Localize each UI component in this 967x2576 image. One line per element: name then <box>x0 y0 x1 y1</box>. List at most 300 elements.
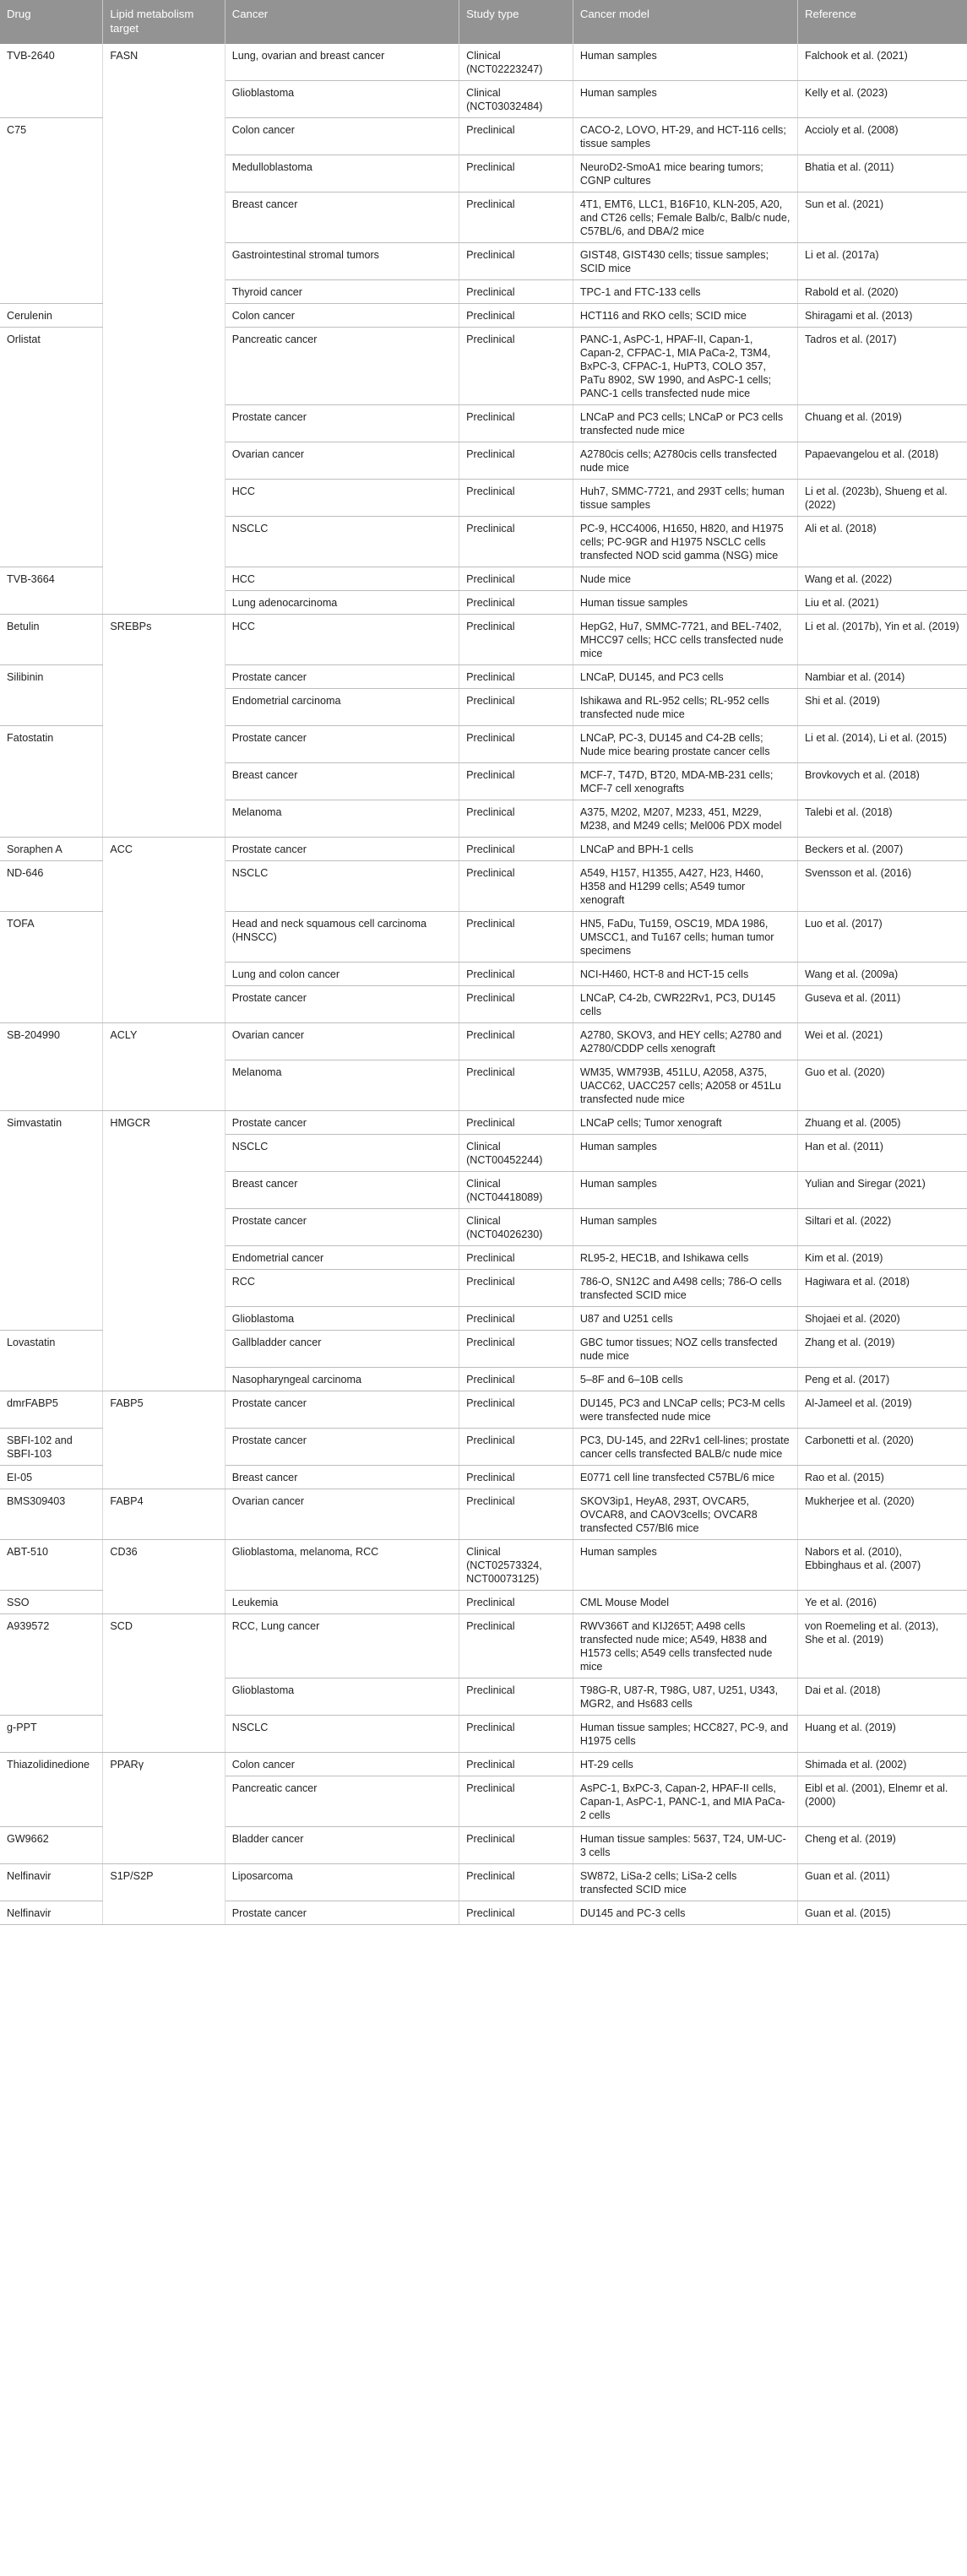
cell-drug <box>0 517 103 567</box>
cell-cancer-model: Huh7, SMMC-7721, and 293T cells; human tissue samples <box>573 480 797 517</box>
cell-study-type: Preclinical <box>459 193 573 243</box>
cell-drug <box>0 986 103 1023</box>
cell-cancer: Glioblastoma <box>225 1307 459 1331</box>
cell-target <box>103 480 225 517</box>
table-row <box>0 591 967 615</box>
table-row <box>0 1209 967 1246</box>
cell-study-type: Preclinical <box>459 405 573 442</box>
cell-target: SREBPs <box>103 615 225 665</box>
cell-cancer: Prostate cancer <box>225 1901 459 1925</box>
cell-reference: Zhuang et al. (2005) <box>798 1111 967 1135</box>
cell-drug <box>0 763 103 800</box>
cell-cancer-model: U87 and U251 cells <box>573 1307 797 1331</box>
cell-study-type: Preclinical <box>459 1023 573 1060</box>
cell-cancer: HCC <box>225 567 459 591</box>
cell-target <box>103 1172 225 1209</box>
cell-drug: A939572 <box>0 1614 103 1678</box>
cell-drug: TVB-2640 <box>0 44 103 81</box>
cell-study-type: Preclinical <box>459 517 573 567</box>
header-drug: Drug <box>0 0 103 44</box>
cell-cancer-model: E0771 cell line transfected C57BL/6 mice <box>573 1466 797 1489</box>
table-row <box>0 689 967 726</box>
cell-study-type: Preclinical <box>459 838 573 861</box>
cell-cancer-model: Ishikawa and RL-952 cells; RL-952 cells transfected nude mice <box>573 689 797 726</box>
table-row <box>0 1591 967 1614</box>
cell-reference: Sun et al. (2021) <box>798 193 967 243</box>
table-row <box>0 328 967 405</box>
cell-cancer-model: HCT116 and RKO cells; SCID mice <box>573 304 797 328</box>
cell-drug <box>0 1678 103 1716</box>
cell-cancer-model: Human samples <box>573 1209 797 1246</box>
table-row <box>0 44 967 81</box>
table-header <box>0 0 967 44</box>
cell-drug: Simvastatin <box>0 1111 103 1135</box>
table-row <box>0 1368 967 1391</box>
cell-reference: Rabold et al. (2020) <box>798 280 967 304</box>
table-row <box>0 1135 967 1172</box>
table-row <box>0 800 967 838</box>
cell-drug <box>0 591 103 615</box>
cell-cancer-model: RL95-2, HEC1B, and Ishikawa cells <box>573 1246 797 1270</box>
cell-cancer: Head and neck squamous cell carcinoma (HNSCC) <box>225 912 459 963</box>
header-reference: Reference <box>798 0 967 44</box>
cell-target: ACC <box>103 838 225 861</box>
cell-cancer-model: Nude mice <box>573 567 797 591</box>
cell-drug: SBFI-102 and SBFI-103 <box>0 1429 103 1466</box>
cell-study-type: Preclinical <box>459 1331 573 1368</box>
cell-reference: Dai et al. (2018) <box>798 1678 967 1716</box>
table-row <box>0 1023 967 1060</box>
cell-drug: Orlistat <box>0 328 103 405</box>
cell-cancer-model: DU145, PC3 and LNCaP cells; PC3-M cells were transfected nude mice <box>573 1391 797 1429</box>
cell-cancer: Leukemia <box>225 1591 459 1614</box>
table-row <box>0 1111 967 1135</box>
cell-drug: Thiazolidinedione <box>0 1753 103 1776</box>
cell-cancer: Gallbladder cancer <box>225 1331 459 1368</box>
cell-drug <box>0 1135 103 1172</box>
cell-study-type: Preclinical <box>459 1270 573 1307</box>
cell-drug <box>0 243 103 280</box>
cell-target: FASN <box>103 44 225 81</box>
table-row <box>0 1864 967 1901</box>
cell-cancer: Ovarian cancer <box>225 1489 459 1540</box>
table-row <box>0 304 967 328</box>
cell-target: CD36 <box>103 1540 225 1591</box>
cell-reference: Brovkovych et al. (2018) <box>798 763 967 800</box>
cell-cancer: HCC <box>225 480 459 517</box>
cell-cancer: Prostate cancer <box>225 1111 459 1135</box>
cell-drug: dmrFABP5 <box>0 1391 103 1429</box>
cell-target <box>103 689 225 726</box>
cell-target <box>103 726 225 763</box>
cell-study-type: Preclinical <box>459 1307 573 1331</box>
cell-study-type: Preclinical <box>459 480 573 517</box>
table-row <box>0 442 967 480</box>
cell-reference: Eibl et al. (2001), Elnemr et al. (2000) <box>798 1776 967 1827</box>
cell-reference: Guseva et al. (2011) <box>798 986 967 1023</box>
cell-study-type: Preclinical <box>459 1776 573 1827</box>
cell-target <box>103 81 225 118</box>
cell-cancer: RCC, Lung cancer <box>225 1614 459 1678</box>
cell-cancer-model: WM35, WM793B, 451LU, A2058, A375, UACC62, UACC257 cells; A2058 or 451Lu transfected nude mice <box>573 1060 797 1111</box>
cell-cancer: Breast cancer <box>225 193 459 243</box>
cell-study-type: Preclinical <box>459 986 573 1023</box>
table-row <box>0 155 967 193</box>
cell-cancer-model: CACO-2, LOVO, HT-29, and HCT-116 cells; tissue samples <box>573 118 797 155</box>
table-row <box>0 1391 967 1429</box>
cell-reference: Ye et al. (2016) <box>798 1591 967 1614</box>
cell-target <box>103 1678 225 1716</box>
cell-target <box>103 591 225 615</box>
cell-cancer-model: A2780cis cells; A2780cis cells transfected nude mice <box>573 442 797 480</box>
cell-reference: Wei et al. (2021) <box>798 1023 967 1060</box>
cell-reference: Rao et al. (2015) <box>798 1466 967 1489</box>
cell-study-type: Clinical (NCT04418089) <box>459 1172 573 1209</box>
cell-cancer: Prostate cancer <box>225 1209 459 1246</box>
cell-reference: Shimada et al. (2002) <box>798 1753 967 1776</box>
cell-target <box>103 1901 225 1925</box>
cell-cancer-model: Human tissue samples <box>573 591 797 615</box>
cell-study-type: Preclinical <box>459 912 573 963</box>
cell-reference: Beckers et al. (2007) <box>798 838 967 861</box>
cell-study-type: Preclinical <box>459 118 573 155</box>
cell-cancer-model: Human samples <box>573 81 797 118</box>
cell-drug <box>0 405 103 442</box>
cell-target <box>103 1270 225 1307</box>
cell-drug: Soraphen A <box>0 838 103 861</box>
cell-study-type: Clinical (NCT00452244) <box>459 1135 573 1172</box>
cell-target <box>103 304 225 328</box>
cell-cancer-model: MCF-7, T47D, BT20, MDA-MB-231 cells; MCF-7 cell xenografts <box>573 763 797 800</box>
cell-cancer-model: GBC tumor tissues; NOZ cells transfected nude mice <box>573 1331 797 1368</box>
cell-cancer: Colon cancer <box>225 304 459 328</box>
cell-cancer-model: 786-O, SN12C and A498 cells; 786-O cells transfected SCID mice <box>573 1270 797 1307</box>
cell-study-type: Preclinical <box>459 1614 573 1678</box>
cell-reference: von Roemeling et al. (2013), She et al. (2019) <box>798 1614 967 1678</box>
cell-study-type: Preclinical <box>459 1466 573 1489</box>
cell-cancer: Glioblastoma <box>225 81 459 118</box>
cell-cancer: Prostate cancer <box>225 726 459 763</box>
cell-cancer-model: LNCaP cells; Tumor xenograft <box>573 1111 797 1135</box>
cell-study-type: Preclinical <box>459 689 573 726</box>
cell-cancer: NSCLC <box>225 1716 459 1753</box>
cell-cancer-model: LNCaP and BPH-1 cells <box>573 838 797 861</box>
table-row <box>0 665 967 689</box>
cell-cancer: Prostate cancer <box>225 405 459 442</box>
cell-target: FABP5 <box>103 1391 225 1429</box>
cell-study-type: Preclinical <box>459 1716 573 1753</box>
table-row <box>0 726 967 763</box>
cell-study-type: Preclinical <box>459 442 573 480</box>
cell-cancer-model: AsPC-1, BxPC-3, Capan-2, HPAF-II cells, Capan-1, AsPC-1, PANC-1, and MIA PaCa-2 cells <box>573 1776 797 1827</box>
cell-drug: ND-646 <box>0 861 103 912</box>
cell-cancer: Breast cancer <box>225 1466 459 1489</box>
cell-cancer: NSCLC <box>225 1135 459 1172</box>
cell-drug: BMS309403 <box>0 1489 103 1540</box>
cell-cancer-model: NCI-H460, HCT-8 and HCT-15 cells <box>573 963 797 986</box>
table-row <box>0 838 967 861</box>
cell-target <box>103 1429 225 1466</box>
cell-cancer-model: 4T1, EMT6, LLC1, B16F10, KLN-205, A20, and CT26 cells; Female Balb/c, Balb/c nude, C57BL/6, and DBA/2 mice <box>573 193 797 243</box>
cell-cancer: Endometrial carcinoma <box>225 689 459 726</box>
cell-target <box>103 1368 225 1391</box>
cell-reference: Hagiwara et al. (2018) <box>798 1270 967 1307</box>
cell-study-type: Preclinical <box>459 763 573 800</box>
cell-cancer: Lung adenocarcinoma <box>225 591 459 615</box>
cell-reference: Nabors et al. (2010), Ebbinghaus et al. (2007) <box>798 1540 967 1591</box>
table-row <box>0 567 967 591</box>
cell-cancer: NSCLC <box>225 517 459 567</box>
cell-reference: Talebi et al. (2018) <box>798 800 967 838</box>
cell-study-type: Preclinical <box>459 155 573 193</box>
cell-cancer-model: GIST48, GIST430 cells; tissue samples; SCID mice <box>573 243 797 280</box>
cell-reference: Yulian and Siregar (2021) <box>798 1172 967 1209</box>
cell-drug <box>0 1246 103 1270</box>
cell-target <box>103 1209 225 1246</box>
table-row <box>0 1827 967 1864</box>
cell-target <box>103 1466 225 1489</box>
cell-drug: Nelfinavir <box>0 1901 103 1925</box>
header-target: Lipid metabolism target <box>103 0 225 44</box>
cell-reference: Shi et al. (2019) <box>798 689 967 726</box>
cell-reference: Accioly et al. (2008) <box>798 118 967 155</box>
cell-target <box>103 405 225 442</box>
table-row <box>0 986 967 1023</box>
cell-study-type: Preclinical <box>459 1429 573 1466</box>
cell-drug <box>0 689 103 726</box>
cell-drug <box>0 442 103 480</box>
cell-cancer-model: RWV366T and KIJ265T; A498 cells transfected nude mice; A549, H838 and H1573 cells; A549 cells transfected nude mice <box>573 1614 797 1678</box>
cell-cancer: Ovarian cancer <box>225 442 459 480</box>
cell-cancer: Prostate cancer <box>225 665 459 689</box>
cell-drug <box>0 1209 103 1246</box>
cell-target <box>103 1135 225 1172</box>
cell-drug: SSO <box>0 1591 103 1614</box>
cell-reference: Wang et al. (2009a) <box>798 963 967 986</box>
table-row <box>0 963 967 986</box>
cell-cancer-model: HN5, FaDu, Tu159, OSC19, MDA 1986, UMSCC1, and Tu167 cells; human tumor specimens <box>573 912 797 963</box>
cell-cancer-model: Human samples <box>573 1172 797 1209</box>
cell-study-type: Preclinical <box>459 726 573 763</box>
table-body <box>0 44 967 1925</box>
cell-target <box>103 861 225 912</box>
cell-study-type: Preclinical <box>459 1060 573 1111</box>
cell-drug: EI-05 <box>0 1466 103 1489</box>
table-row <box>0 81 967 118</box>
table-row <box>0 1172 967 1209</box>
cell-drug <box>0 1307 103 1331</box>
cell-reference: Nambiar et al. (2014) <box>798 665 967 689</box>
cell-cancer: Liposarcoma <box>225 1864 459 1901</box>
cell-cancer: Bladder cancer <box>225 1827 459 1864</box>
cell-reference: Cheng et al. (2019) <box>798 1827 967 1864</box>
cell-target <box>103 1331 225 1368</box>
cell-reference: Bhatia et al. (2011) <box>798 155 967 193</box>
cell-cancer-model: PC3, DU-145, and 22Rv1 cell-lines; prostate cancer cells transfected BALB/c nude mice <box>573 1429 797 1466</box>
cell-drug: TOFA <box>0 912 103 963</box>
table-row <box>0 1060 967 1111</box>
cell-cancer: Medulloblastoma <box>225 155 459 193</box>
cell-drug <box>0 280 103 304</box>
cell-reference: Al-Jameel et al. (2019) <box>798 1391 967 1429</box>
cell-cancer: HCC <box>225 615 459 665</box>
cell-cancer: Thyroid cancer <box>225 280 459 304</box>
cell-study-type: Preclinical <box>459 1753 573 1776</box>
cell-reference: Kelly et al. (2023) <box>798 81 967 118</box>
cell-drug: SB-204990 <box>0 1023 103 1060</box>
table-row <box>0 405 967 442</box>
table-row <box>0 1540 967 1591</box>
cell-cancer-model: TPC-1 and FTC-133 cells <box>573 280 797 304</box>
cell-cancer: Nasopharyngeal carcinoma <box>225 1368 459 1391</box>
cell-reference: Shojaei et al. (2020) <box>798 1307 967 1331</box>
cell-target: ACLY <box>103 1023 225 1060</box>
cell-cancer: Breast cancer <box>225 763 459 800</box>
cell-study-type: Preclinical <box>459 1827 573 1864</box>
cell-target <box>103 986 225 1023</box>
header-study-type: Study type <box>459 0 573 44</box>
cell-cancer-model: LNCaP, PC-3, DU145 and C4-2B cells; Nude mice bearing prostate cancer cells <box>573 726 797 763</box>
table-row <box>0 1429 967 1466</box>
cell-study-type: Clinical (NCT02573324, NCT00073125) <box>459 1540 573 1591</box>
cell-drug: GW9662 <box>0 1827 103 1864</box>
table-row <box>0 1776 967 1827</box>
cell-target <box>103 155 225 193</box>
cell-cancer: Ovarian cancer <box>225 1023 459 1060</box>
cell-study-type: Clinical (NCT04026230) <box>459 1209 573 1246</box>
cell-reference: Luo et al. (2017) <box>798 912 967 963</box>
table-row <box>0 763 967 800</box>
table-row <box>0 1270 967 1307</box>
table-row <box>0 1466 967 1489</box>
cell-cancer: Glioblastoma <box>225 1678 459 1716</box>
cell-target <box>103 1246 225 1270</box>
cell-study-type: Preclinical <box>459 1246 573 1270</box>
cell-cancer-model: LNCaP and PC3 cells; LNCaP or PC3 cells transfected nude mice <box>573 405 797 442</box>
cell-cancer-model: NeuroD2-SmoA1 mice bearing tumors; CGNP cultures <box>573 155 797 193</box>
cell-cancer: Melanoma <box>225 1060 459 1111</box>
cell-study-type: Preclinical <box>459 328 573 405</box>
cell-cancer-model: Human tissue samples; HCC827, PC-9, and H1975 cells <box>573 1716 797 1753</box>
cell-cancer: Endometrial cancer <box>225 1246 459 1270</box>
cell-cancer: NSCLC <box>225 861 459 912</box>
cell-drug <box>0 1368 103 1391</box>
cell-reference: Guo et al. (2020) <box>798 1060 967 1111</box>
cell-cancer-model: Human samples <box>573 1540 797 1591</box>
cell-cancer-model: PC-9, HCC4006, H1650, H820, and H1975 cells; PC-9GR and H1975 NSCLC cells transfected NOD scid gamma (NSG) mice <box>573 517 797 567</box>
cell-target <box>103 442 225 480</box>
cell-cancer-model: T98G-R, U87-R, T98G, U87, U251, U343, MGR2, and Hs683 cells <box>573 1678 797 1716</box>
table-row <box>0 861 967 912</box>
cell-reference: Guan et al. (2011) <box>798 1864 967 1901</box>
cell-drug <box>0 480 103 517</box>
cell-reference: Peng et al. (2017) <box>798 1368 967 1391</box>
cell-target <box>103 1060 225 1111</box>
cell-study-type: Preclinical <box>459 1391 573 1429</box>
table-row <box>0 1753 967 1776</box>
cell-target: SCD <box>103 1614 225 1678</box>
cell-cancer: Prostate cancer <box>225 986 459 1023</box>
cell-reference: Tadros et al. (2017) <box>798 328 967 405</box>
cell-study-type: Preclinical <box>459 1901 573 1925</box>
cell-drug: Fatostatin <box>0 726 103 763</box>
table-row <box>0 280 967 304</box>
table-row <box>0 243 967 280</box>
cell-cancer: RCC <box>225 1270 459 1307</box>
cell-reference: Liu et al. (2021) <box>798 591 967 615</box>
cell-cancer-model: SW872, LiSa-2 cells; LiSa-2 cells transfected SCID mice <box>573 1864 797 1901</box>
cell-cancer-model: HT-29 cells <box>573 1753 797 1776</box>
table-row <box>0 1614 967 1678</box>
cell-study-type: Preclinical <box>459 243 573 280</box>
cell-study-type: Preclinical <box>459 567 573 591</box>
cell-reference: Han et al. (2011) <box>798 1135 967 1172</box>
cell-target <box>103 1776 225 1827</box>
cell-study-type: Clinical (NCT03032484) <box>459 81 573 118</box>
cell-target <box>103 963 225 986</box>
cell-drug: Cerulenin <box>0 304 103 328</box>
cell-drug <box>0 800 103 838</box>
cell-study-type: Preclinical <box>459 800 573 838</box>
cell-reference: Wang et al. (2022) <box>798 567 967 591</box>
cell-study-type: Preclinical <box>459 861 573 912</box>
table-row <box>0 1901 967 1925</box>
cell-cancer-model: A375, M202, M207, M233, 451, M229, M238, and M249 cells; Mel006 PDX model <box>573 800 797 838</box>
cell-target <box>103 193 225 243</box>
cell-target <box>103 567 225 591</box>
cell-cancer-model: A549, H157, H1355, A427, H23, H460, H358 and H1299 cells; A549 tumor xenograft <box>573 861 797 912</box>
cell-drug: Nelfinavir <box>0 1864 103 1901</box>
cell-drug: Lovastatin <box>0 1331 103 1368</box>
cell-drug: TVB-3664 <box>0 567 103 591</box>
cell-drug: Betulin <box>0 615 103 665</box>
cell-target: PPARγ <box>103 1753 225 1776</box>
cell-reference: Papaevangelou et al. (2018) <box>798 442 967 480</box>
cell-reference: Kim et al. (2019) <box>798 1246 967 1270</box>
cell-target <box>103 517 225 567</box>
cell-cancer: Glioblastoma, melanoma, RCC <box>225 1540 459 1591</box>
cell-study-type: Preclinical <box>459 1864 573 1901</box>
cell-target <box>103 800 225 838</box>
cell-drug: ABT-510 <box>0 1540 103 1591</box>
table-row <box>0 1246 967 1270</box>
table-row <box>0 517 967 567</box>
table-row <box>0 118 967 155</box>
cell-cancer-model: DU145 and PC-3 cells <box>573 1901 797 1925</box>
cell-cancer-model: Human samples <box>573 44 797 81</box>
cell-target <box>103 763 225 800</box>
cell-study-type: Preclinical <box>459 615 573 665</box>
cell-reference: Mukherjee et al. (2020) <box>798 1489 967 1540</box>
cell-reference: Svensson et al. (2016) <box>798 861 967 912</box>
cell-study-type: Preclinical <box>459 963 573 986</box>
cell-target: S1P/S2P <box>103 1864 225 1901</box>
cell-reference: Chuang et al. (2019) <box>798 405 967 442</box>
cell-target <box>103 1827 225 1864</box>
cell-cancer: Melanoma <box>225 800 459 838</box>
cell-reference: Ali et al. (2018) <box>798 517 967 567</box>
cell-cancer: Colon cancer <box>225 1753 459 1776</box>
header-cancer: Cancer <box>225 0 459 44</box>
cell-reference: Carbonetti et al. (2020) <box>798 1429 967 1466</box>
cell-reference: Li et al. (2014), Li et al. (2015) <box>798 726 967 763</box>
table-row <box>0 1716 967 1753</box>
cell-cancer-model: Human samples <box>573 1135 797 1172</box>
cell-cancer: Colon cancer <box>225 118 459 155</box>
cell-cancer-model: SKOV3ip1, HeyA8, 293T, OVCAR5, OVCAR8, and CAOV3cells; OVCAR8 transfected C57/Bl6 mice <box>573 1489 797 1540</box>
cell-cancer: Pancreatic cancer <box>225 328 459 405</box>
table-row <box>0 193 967 243</box>
